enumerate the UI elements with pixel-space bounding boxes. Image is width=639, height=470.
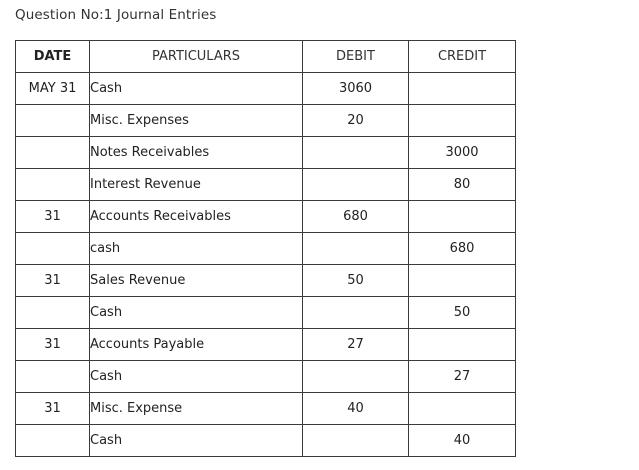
debit-cell (303, 425, 409, 457)
credit-cell (409, 201, 516, 233)
date-cell: 31 (16, 201, 90, 233)
date-cell (16, 137, 90, 169)
debit-cell (303, 297, 409, 329)
header-date: DATE (16, 41, 90, 73)
table-row (16, 297, 516, 329)
table-row (16, 425, 516, 457)
table-row (16, 233, 516, 265)
credit-cell: 80 (409, 169, 516, 201)
debit-cell (303, 233, 409, 265)
credit-cell: 40 (409, 425, 516, 457)
particulars-cell: Misc. Expense (90, 393, 303, 425)
header-debit: DEBIT (303, 41, 409, 73)
particulars-cell: cash (90, 233, 303, 265)
credit-cell (409, 73, 516, 105)
page-title: Question No:1 Journal Entries (15, 7, 217, 23)
particulars-cell: Interest Revenue (90, 169, 303, 201)
date-cell: 31 (16, 393, 90, 425)
credit-cell: 680 (409, 233, 516, 265)
debit-cell (303, 137, 409, 169)
credit-cell (409, 393, 516, 425)
date-cell (16, 105, 90, 137)
table-row (16, 169, 516, 201)
credit-cell (409, 265, 516, 297)
particulars-cell: Cash (90, 73, 303, 105)
date-cell (16, 425, 90, 457)
particulars-cell: Notes Receivables (90, 137, 303, 169)
debit-cell: 3060 (303, 73, 409, 105)
debit-cell: 20 (303, 105, 409, 137)
credit-cell (409, 329, 516, 361)
date-cell (16, 233, 90, 265)
credit-cell: 3000 (409, 137, 516, 169)
header-particulars: PARTICULARS (90, 41, 303, 73)
debit-cell: 40 (303, 393, 409, 425)
credit-cell: 27 (409, 361, 516, 393)
debit-cell: 27 (303, 329, 409, 361)
table-row (16, 105, 516, 137)
table-header-row (16, 41, 516, 73)
debit-cell: 680 (303, 201, 409, 233)
particulars-cell: Misc. Expenses (90, 105, 303, 137)
table-row (16, 361, 516, 393)
particulars-cell: Accounts Receivables (90, 201, 303, 233)
date-cell (16, 361, 90, 393)
table-row (16, 201, 516, 233)
table-row (16, 137, 516, 169)
particulars-cell: Accounts Payable (90, 329, 303, 361)
debit-cell (303, 169, 409, 201)
table-row (16, 393, 516, 425)
credit-cell: 50 (409, 297, 516, 329)
table-row (16, 265, 516, 297)
journal-entries-table (15, 40, 516, 457)
table-row (16, 329, 516, 361)
date-cell (16, 169, 90, 201)
particulars-cell: Sales Revenue (90, 265, 303, 297)
particulars-cell: Cash (90, 361, 303, 393)
table-row (16, 73, 516, 105)
date-cell: MAY 31 (16, 73, 90, 105)
particulars-cell: Cash (90, 425, 303, 457)
debit-cell: 50 (303, 265, 409, 297)
date-cell (16, 297, 90, 329)
credit-cell (409, 105, 516, 137)
debit-cell (303, 361, 409, 393)
particulars-cell: Cash (90, 297, 303, 329)
date-cell: 31 (16, 265, 90, 297)
date-cell: 31 (16, 329, 90, 361)
header-credit: CREDIT (409, 41, 516, 73)
